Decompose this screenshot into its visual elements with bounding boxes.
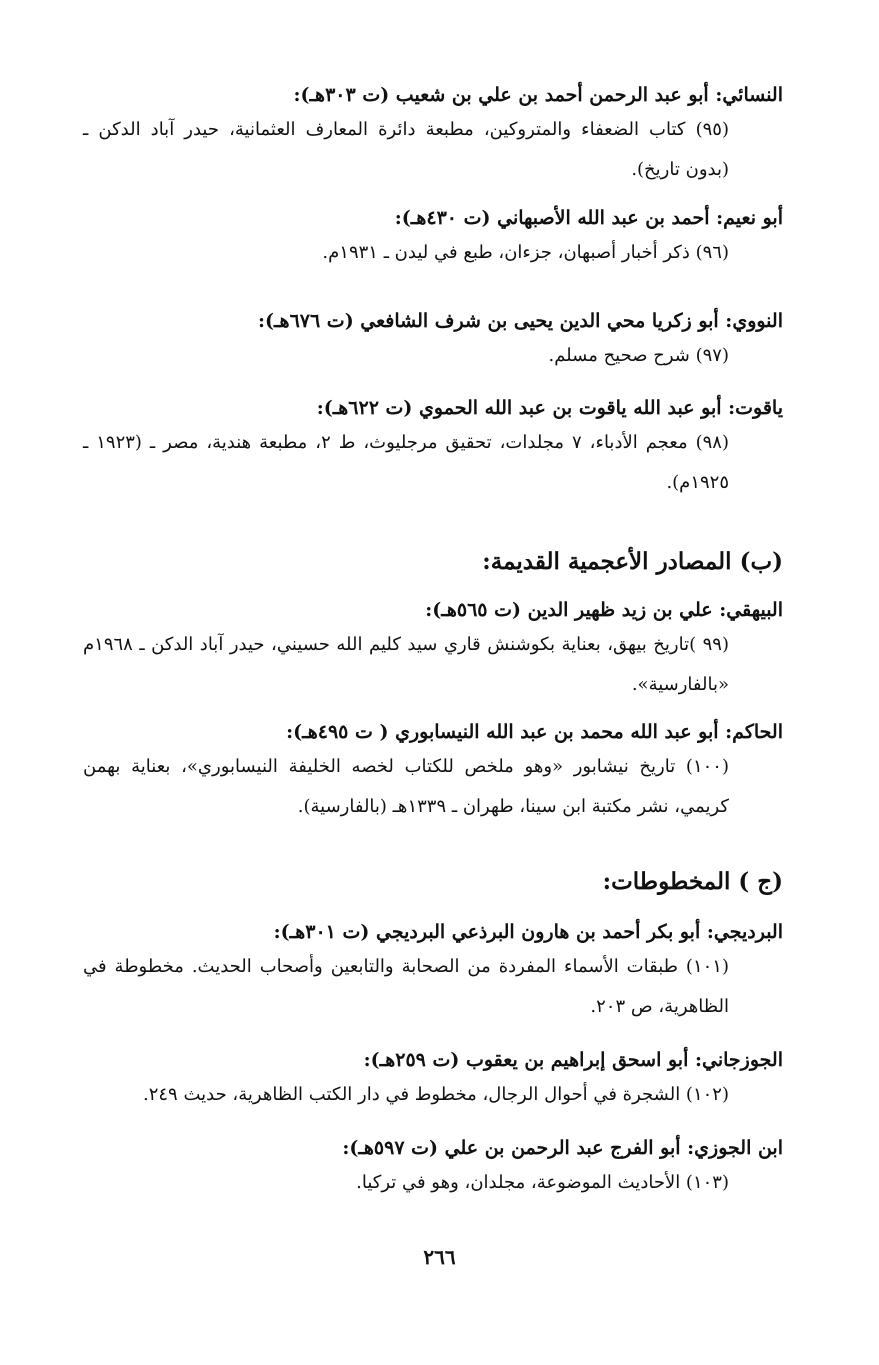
entry-author: ابن الجوزي: أبو الفرج عبد الرحمن بن علي (ت ٥٩٧هـ): xyxy=(342,1137,783,1159)
entry-reference: (٩٦) ذكر أخبار أصبهان، جزءان، طبع في ليدن ـ ١٩٣١م. xyxy=(322,242,729,263)
entry-reference: (٩٨) معجم الأدباء، ٧ مجلدات، تحقيق مرجليوث، ط ٢، مطبعة هندية، مصر ـ (١٩٢٣ ـ ١٩٢٥م). xyxy=(83,432,729,493)
entry-author: الجوزجاني: أبو اسحق إبراهيم بن يعقوب (ت ٢٥٩هـ): xyxy=(363,1049,783,1071)
entry-author: البرديجي: أبو بكر أحمد بن هارون البرذعي البرديجي (ت ٣٠١هـ): xyxy=(273,921,783,943)
entry-reference: (١٠٢) الشجرة في أحوال الرجال، مخطوط في دار الكتب الظاهرية، حديث ٢٤٩. xyxy=(142,1084,729,1105)
page-number: ٢٦٦ xyxy=(423,1245,456,1269)
entry-reference: (١٠٠) تاريخ نيشابور «وهو ملخص للكتاب لخصه الخليفة النيسابوري»، بعناية بهمن كريمي، نشر مكتبة ابن سينا، طهران ـ ١٣٣٩هـ (بالفارسية). xyxy=(83,756,729,817)
bibliography-entry xyxy=(83,203,783,273)
entry-reference: (٩٥) كتاب الضعفاء والمتروكين، مطبعة دائرة المعارف العثمانية، حيدر آباد الدكن ـ (بدون تاريخ). xyxy=(83,119,729,180)
bibliography-entry xyxy=(83,595,783,705)
section-heading-b: (ب) المصادر الأعجمية القديمة: xyxy=(482,548,783,575)
entry-author: البيهقي: علي بن زيد ظهير الدين (ت ٥٦٥هـ): xyxy=(425,599,783,621)
entry-reference: (١٠١) طبقات الأسماء المفردة من الصحابة والتابعين وأصحاب الحديث. مخطوطة في الظاهرية، ص ٢٠٣. xyxy=(83,956,729,1017)
bibliography-entry xyxy=(83,1133,783,1203)
entry-reference: (٩٩ )تاريخ بيهق، بعناية بكوشنش قاري سيد كليم الله حسيني، حيدر آباد الدكن ـ ١٩٦٨م «بالفارسية». xyxy=(83,634,729,695)
section-heading-c: (ج ) المخطوطات: xyxy=(602,868,783,895)
entry-author: أبو نعيم: أحمد بن عبد الله الأصبهاني (ت ٤٣٠هـ): xyxy=(394,207,783,229)
entry-author: الحاكم: أبو عبد الله محمد بن عبد الله النيسابوري ( ت ٤٩٥هـ): xyxy=(286,721,783,743)
entry-reference: (١٠٣) الأحاديث الموضوعة، مجلدان، وهو في تركيا. xyxy=(356,1172,729,1193)
bibliography-entry xyxy=(83,306,783,376)
entry-author: النووي: أبو زكريا محي الدين يحيى بن شرف الشافعي (ت ٦٧٦هـ): xyxy=(257,310,783,332)
bibliography-entry xyxy=(83,917,783,1027)
bibliography-entry xyxy=(83,393,783,503)
entry-author: النسائي: أبو عبد الرحمن أحمد بن علي بن شعيب (ت ٣٠٣هـ): xyxy=(293,84,783,106)
bibliography-entry xyxy=(83,717,783,827)
bibliography-entry xyxy=(83,80,783,190)
entry-reference: (٩٧) شرح صحيح مسلم. xyxy=(548,345,729,366)
bibliography-entry xyxy=(83,1045,783,1115)
entry-author: ياقوت: أبو عبد الله ياقوت بن عبد الله الحموي (ت ٦٢٢هـ): xyxy=(316,397,783,419)
